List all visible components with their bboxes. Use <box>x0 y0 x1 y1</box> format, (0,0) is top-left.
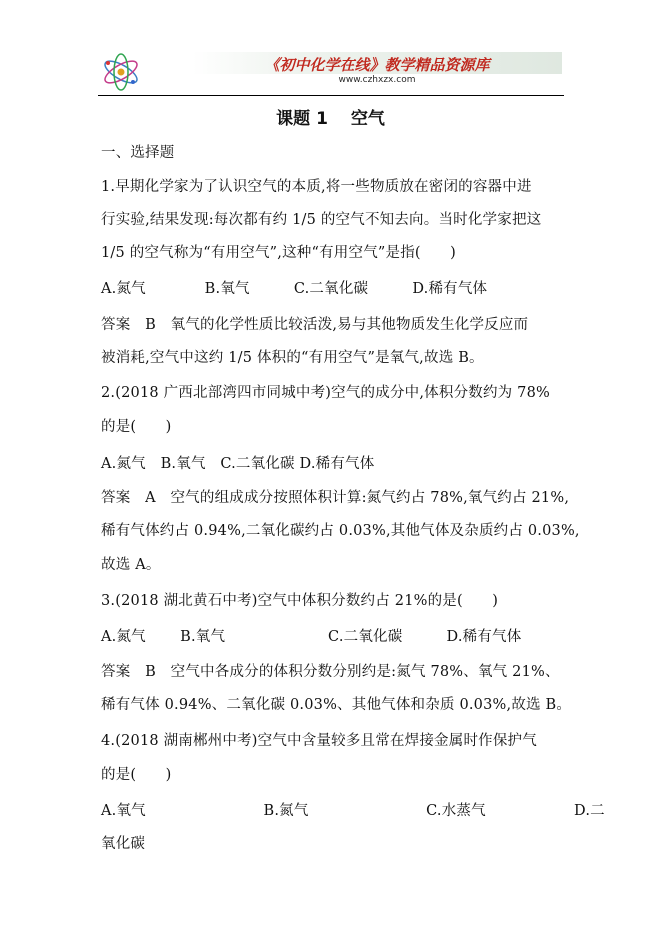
question-1-options: A.氮气 B.氧气 C.二氧化碳 D.稀有气体 <box>101 281 488 297</box>
question-2-options: A.氮气 B.氧气 C.二氧化碳 D.稀有气体 <box>101 456 375 472</box>
question-1-stem-line-3: 1/5 的空气称为“有用空气”,这种“有用空气”是指( ) <box>101 245 457 261</box>
page-title: 课题 1 空气 <box>276 109 385 129</box>
section-heading: 一、选择题 <box>101 145 175 161</box>
banner-strip <box>192 52 562 74</box>
question-3-answer-line-1: 答案 B 空气中各成分的体积分数分别约是:氮气 78%、氧气 21%、 <box>101 664 560 680</box>
document-header <box>100 48 564 94</box>
question-4-options-wrap: 氧化碳 <box>101 836 146 852</box>
question-4-options: A.氧气 B.氮气 C.水蒸气 D.二 <box>101 803 605 819</box>
question-1-stem-line-1: 1.早期化学家为了认识空气的本质,将一些物质放在密闭的容器中进 <box>101 179 532 195</box>
question-2-answer-line-2: 稀有气体约占 0.94%,二氧化碳约占 0.03%,其他气体及杂质约占 0.03%, <box>101 523 580 539</box>
question-1-stem-line-2: 行实验,结果发现:每次都有约 1/5 的空气不知去向。当时化学家把这 <box>101 212 542 228</box>
banner-title: 《初中化学在线》教学精品资源库 <box>264 56 490 74</box>
question-2-answer-line-1: 答案 A 空气的组成成分按照体积计算:氮气约占 78%,氧气约占 21%, <box>101 490 570 506</box>
header-rule <box>98 95 564 96</box>
question-3-stem-line-1: 3.(2018 湖北黄石中考)空气中体积分数约占 21%的是( ) <box>101 593 499 609</box>
question-3-answer-line-2: 稀有气体 0.94%、二氧化碳 0.03%、其他气体和杂质 0.03%,故选 B。 <box>101 697 572 713</box>
question-2-stem-line-2: 的是( ) <box>101 419 172 435</box>
question-4-stem-line-2: 的是( ) <box>101 767 172 783</box>
question-2-answer-line-3: 故选 A。 <box>101 557 161 573</box>
question-2-stem-line-1: 2.(2018 广西北部湾四市同城中考)空气的成分中,体积分数约为 78% <box>101 385 551 401</box>
banner-url: www.czhxzx.com <box>338 75 416 85</box>
question-4-stem-line-1: 4.(2018 湖南郴州中考)空气中含量较多且常在焊接金属时作保护气 <box>101 733 537 749</box>
question-3-options: A.氮气 B.氧气 C.二氧化碳 D.稀有气体 <box>101 629 522 645</box>
question-1-answer-line-1: 答案 B 氧气的化学性质比较活泼,易与其他物质发生化学反应而 <box>101 317 529 333</box>
question-1-answer-line-2: 被消耗,空气中这约 1/5 体积的“有用空气”是氧气,故选 B。 <box>101 350 484 366</box>
atom-orbit-icon <box>100 52 142 92</box>
